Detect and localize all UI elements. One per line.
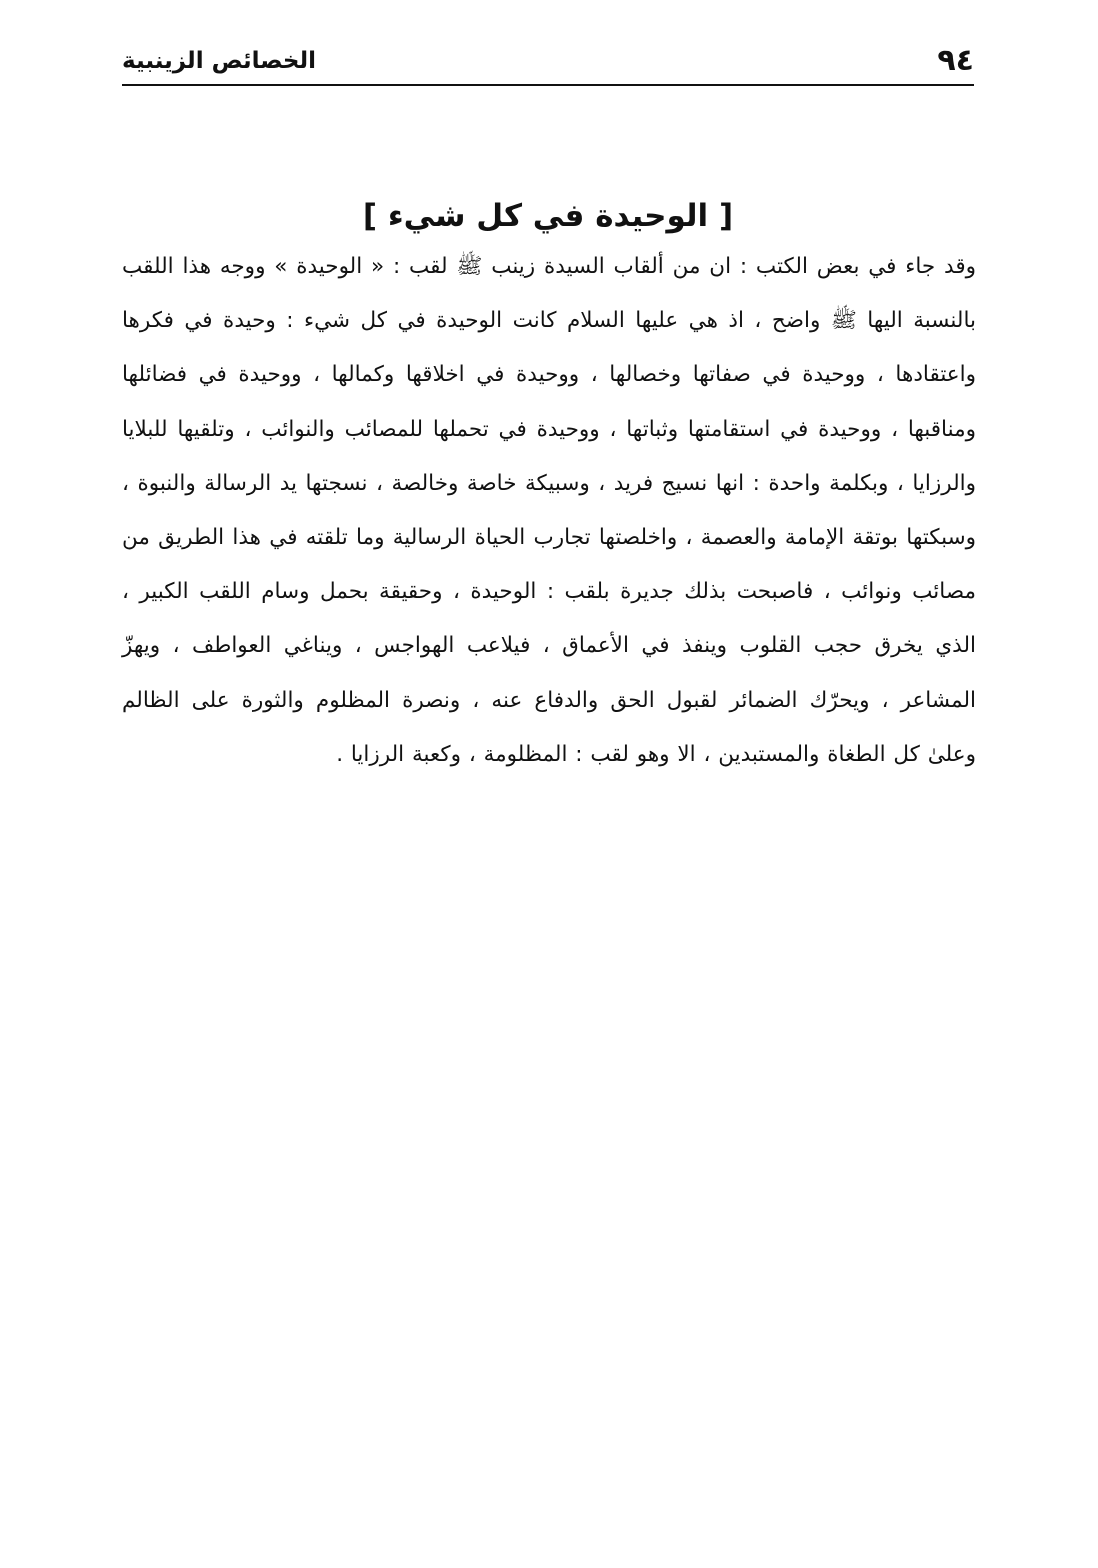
running-header <box>122 40 974 82</box>
body-paragraph: وقد جاء في بعض الكتب : ان من ألقاب السيدة زينب ﷺ لقب : « الوحيدة » ووجه هذا اللقب بالنسبة اليها ﷺ واضح ، اذ هي عليها السلام كانت الوحيدة في كل شيء : وحيدة في فكرها واعتقادها ، ووحيدة في صفاتها وخصالها ، ووحيدة في اخلاقها وكمالها ، ووحيدة في فضائلها ومناقبها ، ووحيدة في استقامتها وثباتها ، ووحيدة في تحملها للمصائب والنوائب ، وتلقيها للبلايا والرزايا ، وبكلمة واحدة : انها نسيج فريد ، وسبيكة خاصة وخالصة ، نسجتها يد الرسالة والنبوة ، وسبكتها بوتقة الإمامة والعصمة ، واخلصتها تجارب الحياة الرسالية وما تلقته في هذا الطريق من مصائب ونوائب ، فاصبحت بذلك جديرة بلقب : الوحيدة ، وحقيقة بحمل وسام اللقب الكبير ، الذي يخرق حجب القلوب وينفذ في الأعماق ، فيلاعب الهواجس ، ويناغي العواطف ، ويهزّ المشاعر ، ويحرّك الضمائر لقبول الحق والدفاع عنه ، ونصرة المظلوم والثورة على الظالم وعلىٰ كل الطغاة والمستبدين ، الا وهو لقب : المظلومة ، وكعبة الرزايا . <box>122 254 976 767</box>
page-number: ٩٤ <box>937 43 974 78</box>
book-title: الخصائص الزينبية <box>122 47 316 74</box>
header-divider <box>122 84 974 86</box>
section-title: [ الوحيدة في كل شيء ] <box>362 197 734 234</box>
